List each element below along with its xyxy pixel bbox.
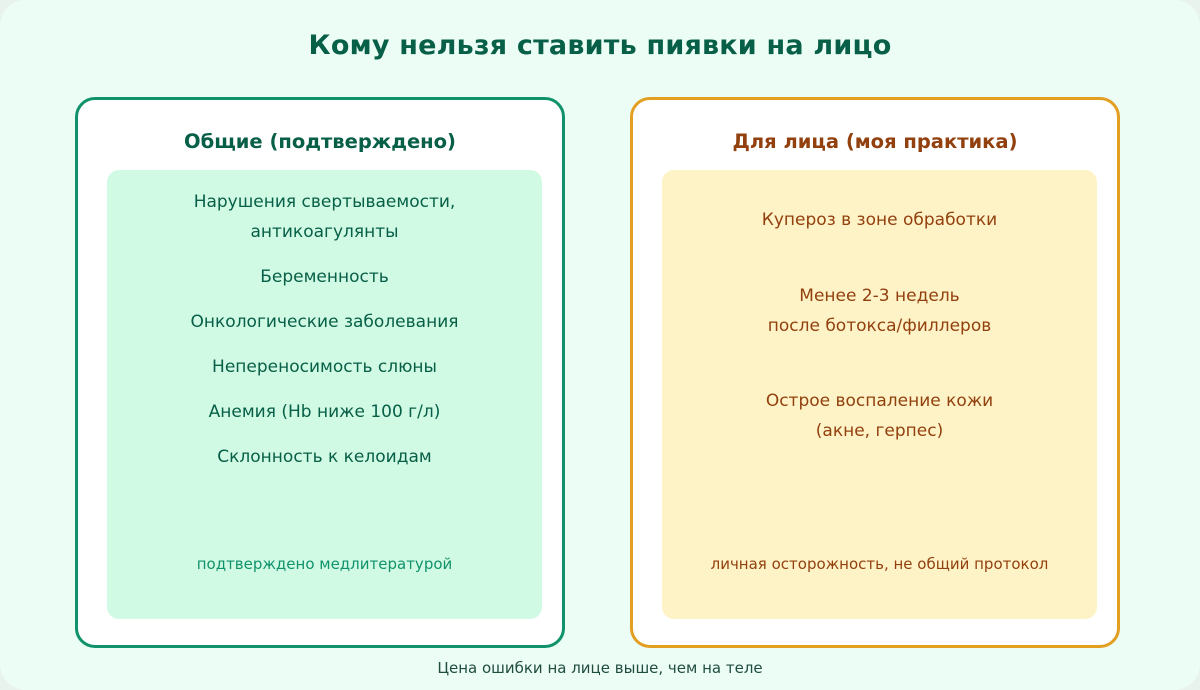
page-title: Кому нельзя ставить пиявки на лицо xyxy=(308,30,892,61)
face-items-panel xyxy=(662,170,1097,619)
item-line: Беременность xyxy=(260,267,389,287)
face-item-couperose xyxy=(662,205,1097,235)
general-item-saliva-intolerance xyxy=(107,352,542,382)
general-item-coagulation xyxy=(107,187,542,247)
item-line: Нарушения свертываемости, xyxy=(193,192,456,212)
general-item-keloids xyxy=(107,442,542,472)
general-contraindications-card xyxy=(75,97,565,648)
item-line: Острое воспаление кожи xyxy=(765,391,994,411)
face-item-inflammation xyxy=(662,386,1097,446)
item-line: Купероз в зоне обработки xyxy=(761,210,998,230)
item-line: антикоагулянты xyxy=(250,222,399,242)
general-item-anemia xyxy=(107,397,542,427)
face-card-title: Для лица (моя практика) xyxy=(732,130,1018,153)
face-caution-note: личная осторожность, не общий протокол xyxy=(710,555,1049,573)
face-item-botox-fillers xyxy=(662,281,1097,341)
general-card-title: Общие (подтверждено) xyxy=(184,130,456,153)
item-line: (акне, герпес) xyxy=(815,421,944,441)
item-line: Менее 2-3 недель xyxy=(799,286,960,306)
item-line: Склонность к келоидам xyxy=(217,447,432,467)
item-line: Непереносимость слюны xyxy=(212,357,437,377)
item-line: Анемия (Hb ниже 100 г/л) xyxy=(208,402,441,422)
footer-note: Цена ошибки на лице выше, чем на теле xyxy=(437,659,763,677)
general-item-pregnancy xyxy=(107,262,542,292)
general-items-panel xyxy=(107,170,542,619)
item-line: после ботокса/филлеров xyxy=(767,316,992,336)
item-line: Онкологические заболевания xyxy=(190,312,459,332)
general-item-oncology xyxy=(107,307,542,337)
general-source-note: подтверждено медлитературой xyxy=(196,555,453,573)
face-contraindications-card xyxy=(630,97,1120,648)
